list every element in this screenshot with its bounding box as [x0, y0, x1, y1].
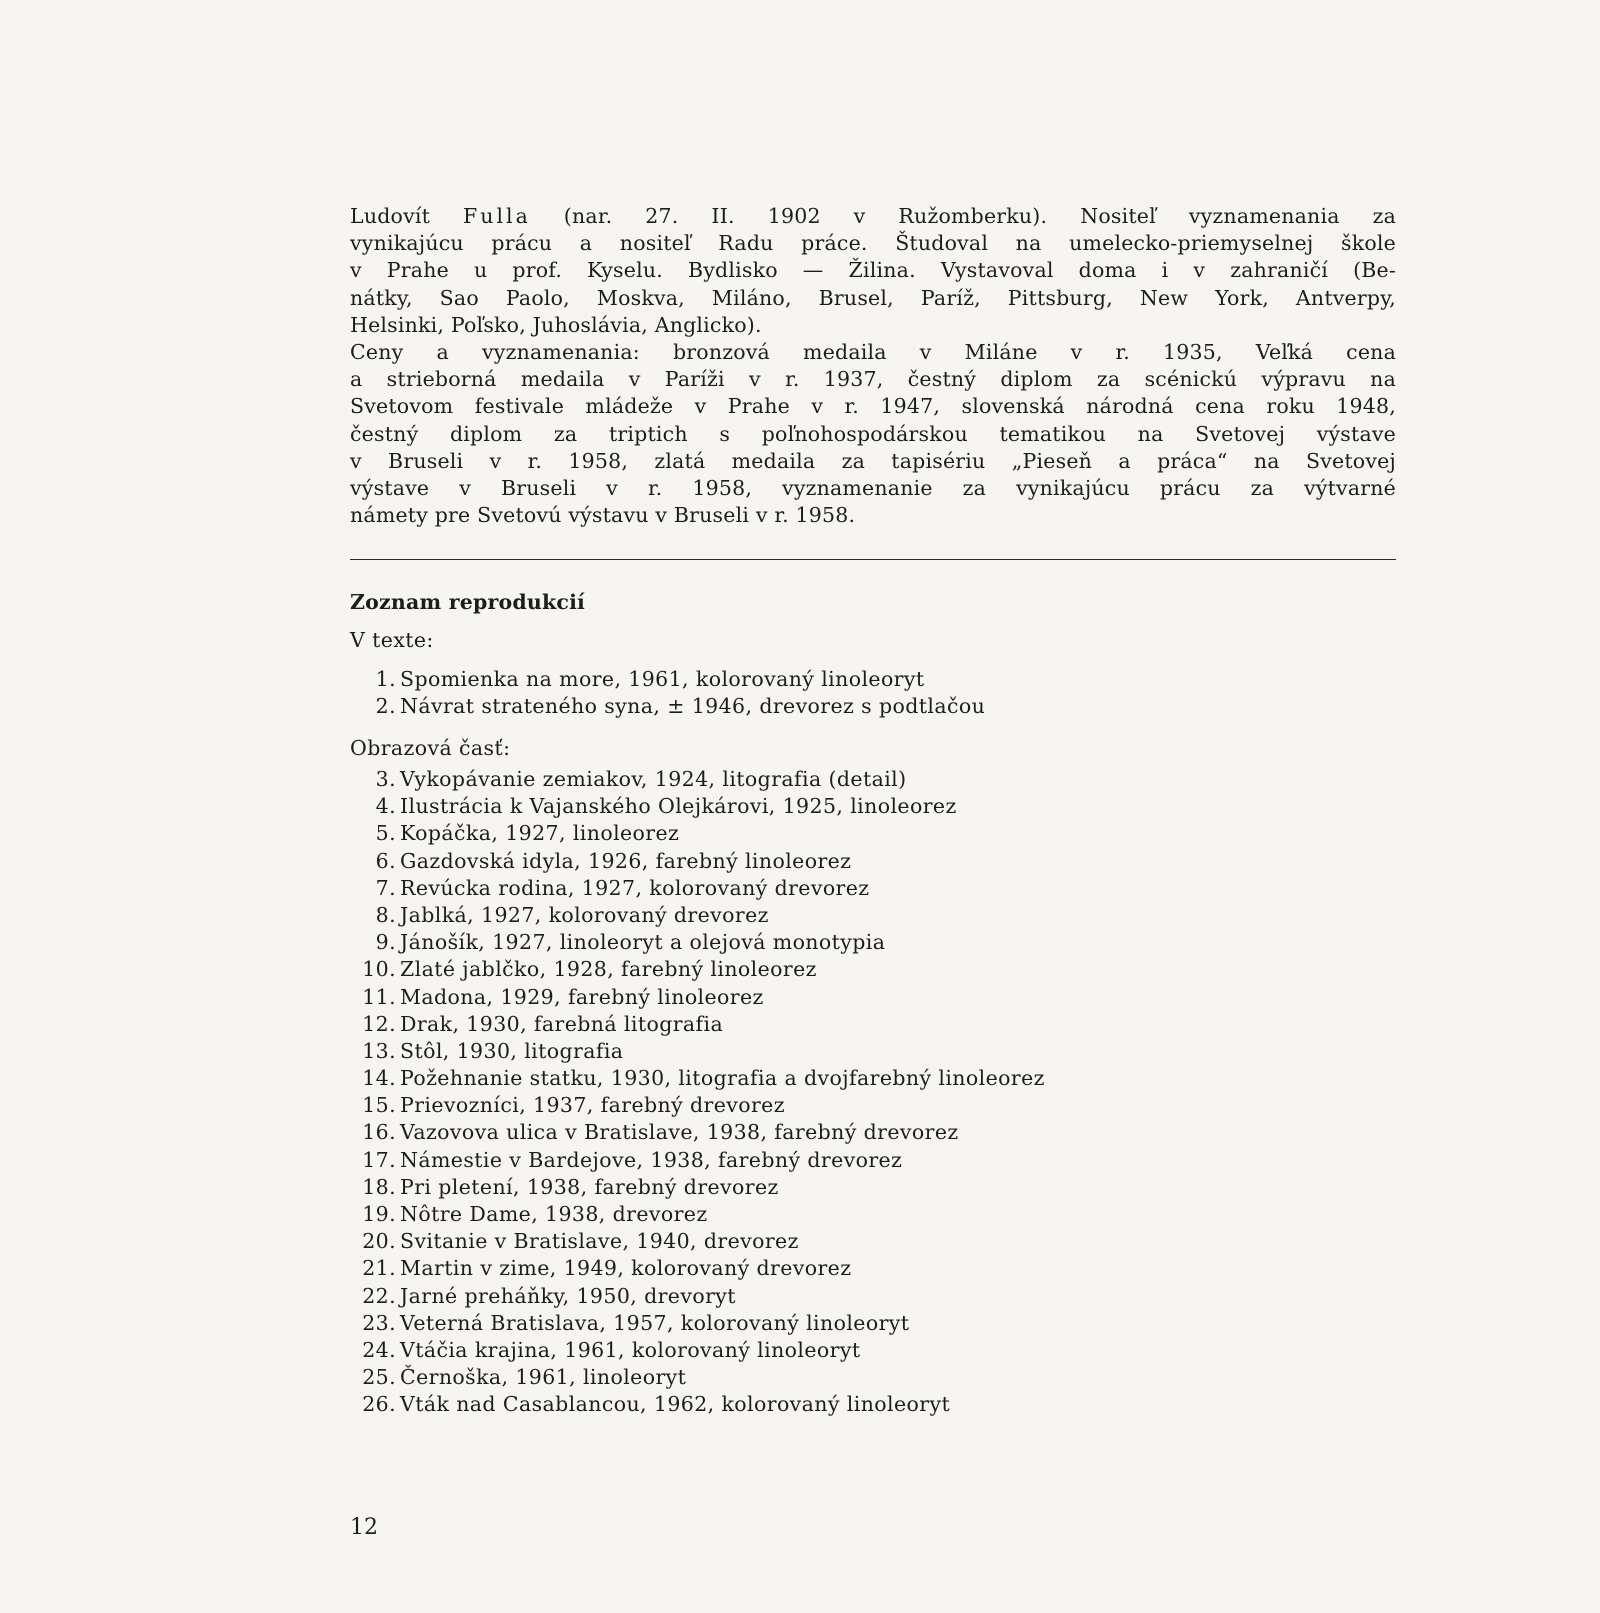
awards-line: námety pre Svetovú výstavu v Bruseli v r. 1958.	[350, 503, 856, 528]
list-item	[350, 1337, 1045, 1364]
list-item	[350, 1038, 1045, 1065]
item-title: Vazovova ulica v Bratislave, 1938, farebný drevorez	[400, 1120, 959, 1145]
images-section-label: Obrazová časť:	[350, 736, 511, 760]
item-number: 3.	[375, 767, 396, 791]
item-number: 9.	[375, 930, 396, 955]
bio-line: v Prahe u prof. Kyselu. Bydlisko — Žilina. Vystavoval doma i v zahraničí (Be-	[350, 258, 1396, 283]
list-item	[350, 848, 1045, 875]
item-number: 5.	[375, 821, 396, 846]
reproductions-heading: Zoznam reprodukcií	[350, 590, 586, 614]
list-item	[350, 1065, 1045, 1092]
item-number: 10.	[362, 957, 396, 982]
item-title: Gazdovská idyla, 1926, farebný linoleorez	[400, 848, 852, 873]
list-item	[350, 1255, 1045, 1282]
item-title: Jánošík, 1927, linoleoryt a olejová monotypia	[400, 930, 886, 955]
item-title: Ilustrácia k Vajanského Olejkárovi, 1925, linoleorez	[400, 794, 957, 819]
item-number: 13.	[362, 1038, 396, 1063]
item-number: 4.	[375, 794, 396, 819]
awards-line: v Bruseli v r. 1958, zlatá medaila za tapisériu „Pieseň a práca“ na Svetovej	[350, 448, 1396, 473]
list-item	[350, 1147, 1045, 1174]
item-number: 17.	[362, 1147, 396, 1172]
item-title: Spomienka na more, 1961, kolorovaný linoleoryt	[400, 667, 925, 691]
awards-line: Ceny a vyznamenania: bronzová medaila v Miláne v r. 1935, Veľká cena	[350, 340, 1396, 365]
item-title: Nôtre Dame, 1938, drevorez	[400, 1202, 708, 1226]
awards-line: Svetovom festivale mládeže v Prahe v r. 1947, slovenská národná cena roku 1948,	[350, 394, 1396, 419]
item-title: Jablká, 1927, kolorovaný drevorez	[400, 902, 769, 927]
item-title: Požehnanie statku, 1930, litografia a dvojfarebný linoleorez	[400, 1066, 1045, 1091]
item-title: Veterná Bratislava, 1957, kolorovaný linoleoryt	[400, 1310, 910, 1335]
item-number: 23.	[362, 1310, 396, 1335]
artist-biography	[350, 203, 1396, 529]
image-list	[350, 766, 1045, 1419]
item-title: Revúcka rodina, 1927, kolorovaný drevorez	[400, 875, 870, 900]
list-item	[350, 693, 985, 720]
item-number: 26.	[362, 1392, 396, 1417]
item-number: 11.	[362, 984, 396, 1009]
item-title: Madona, 1929, farebný linoleorez	[400, 984, 764, 1009]
list-item	[350, 1364, 1045, 1391]
list-item	[350, 1391, 1045, 1418]
item-number: 1.	[375, 667, 396, 691]
item-title: Jarné preháňky, 1950, drevoryt	[400, 1283, 736, 1308]
list-item	[350, 820, 1045, 847]
item-number: 19.	[362, 1202, 396, 1226]
item-number: 8.	[375, 902, 396, 927]
list-item	[350, 1201, 1045, 1228]
item-number: 25.	[362, 1365, 396, 1390]
item-title: Námestie v Bardejove, 1938, farebný drevorez	[400, 1147, 903, 1172]
item-title: Kopáčka, 1927, linoleorez	[400, 821, 680, 846]
awards-line: čestný diplom za triptich s poľnohospodárskou tematikou na Svetovej výstave	[350, 421, 1396, 446]
bio-line: nátky, Sao Paolo, Moskva, Miláno, Brusel, Paríž, Pittsburg, New York, Antverpy,	[350, 285, 1396, 310]
list-item	[350, 766, 1045, 793]
item-number: 16.	[362, 1120, 396, 1145]
item-title: Černoška, 1961, linoleoryt	[400, 1365, 687, 1390]
item-number: 7.	[375, 875, 396, 900]
list-item	[350, 1283, 1045, 1310]
list-item	[350, 1011, 1045, 1038]
item-title: Svitanie v Bratislave, 1940, drevorez	[400, 1229, 799, 1254]
list-item	[350, 1174, 1045, 1201]
artist-surname: Fulla	[463, 204, 531, 228]
item-number: 15.	[362, 1093, 396, 1118]
item-title: Vykopávanie zemiakov, 1924, litografia (detail)	[400, 767, 907, 791]
awards-line: výstave v Bruseli v r. 1958, vyznamenanie za vynikajúcu prácu za výtvarné	[350, 476, 1396, 501]
item-title: Vták nad Casablancou, 1962, kolorovaný linoleoryt	[400, 1392, 951, 1417]
item-number: 2.	[375, 694, 396, 719]
list-item	[350, 1092, 1045, 1119]
item-title: Vtáčia krajina, 1961, kolorovaný linoleoryt	[400, 1337, 861, 1362]
item-number: 6.	[375, 848, 396, 873]
page-number: 12	[350, 1515, 378, 1540]
item-title: Stôl, 1930, litografia	[400, 1038, 624, 1063]
bio-line: Helsinki, Poľsko, Juhoslávia, Anglicko).	[350, 312, 762, 337]
item-number: 18.	[362, 1174, 396, 1199]
item-number: 14.	[362, 1066, 396, 1091]
artist-first-name: Ludovít	[350, 204, 431, 228]
list-item	[350, 1228, 1045, 1255]
item-title: Prievozníci, 1937, farebný drevorez	[400, 1093, 785, 1118]
list-item	[350, 902, 1045, 929]
item-number: 12.	[362, 1011, 396, 1036]
item-number: 22.	[362, 1283, 396, 1308]
section-divider	[350, 559, 1396, 560]
item-number: 21.	[362, 1256, 396, 1281]
list-item	[350, 1310, 1045, 1337]
in-text-label: V texte:	[350, 628, 434, 652]
bio-line: Ludovít Fulla (nar. 27. II. 1902 v Ružomberku). Nositeľ vyznamenania za	[350, 204, 1397, 228]
list-item	[350, 1119, 1045, 1146]
item-title: Martin v zime, 1949, kolorovaný drevorez	[400, 1256, 852, 1281]
list-item	[350, 984, 1045, 1011]
item-title: Drak, 1930, farebná litografia	[400, 1011, 724, 1036]
list-item	[350, 666, 985, 693]
list-item	[350, 929, 1045, 956]
item-title: Návrat strateného syna, ± 1946, drevorez s podtlačou	[400, 694, 986, 719]
item-number: 20.	[362, 1229, 396, 1254]
list-item	[350, 956, 1045, 983]
list-item	[350, 793, 1045, 820]
item-number: 24.	[362, 1337, 396, 1362]
list-item	[350, 875, 1045, 902]
awards-line: a strieborná medaila v Paríži v r. 1937, čestný diplom za scénickú výpravu na	[350, 367, 1396, 392]
item-title: Zlaté jablčko, 1928, farebný linoleorez	[400, 957, 817, 982]
item-title: Pri pletení, 1938, farebný drevorez	[400, 1174, 779, 1199]
in-text-list	[350, 666, 985, 720]
bio-line: vynikajúcu prácu a nositeľ Radu práce. Študoval na umelecko-priemyselnej škole	[350, 231, 1396, 256]
